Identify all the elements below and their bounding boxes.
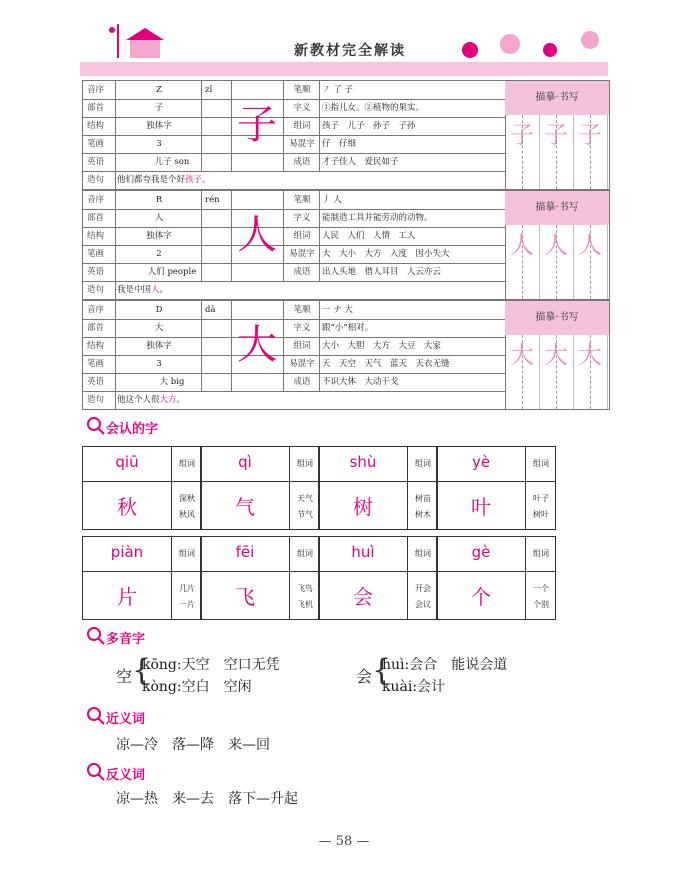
label-jiegou: 结构 [87, 231, 105, 241]
ziyi-value: 跟“小”相对。 [322, 323, 374, 333]
section-title-recognize: 会认的字 [106, 422, 159, 437]
pinyin: qiū [115, 453, 139, 471]
label-bishun: 笔顺 [293, 195, 311, 205]
zuci-label: 组词 [179, 549, 195, 558]
zuci-label: 组词 [415, 549, 431, 558]
practice-character: 人 [544, 231, 568, 259]
word-1: 叶子 [533, 494, 549, 503]
word-1: 一个 [533, 584, 549, 593]
zuci-value: 孩子 儿子 孙子 子孙 [322, 121, 416, 131]
zuci-label: 组词 [297, 549, 313, 558]
label-jiegou: 结构 [87, 121, 105, 131]
pinyin: shù [349, 453, 377, 471]
example-sentence: 我是中国人。 [117, 285, 169, 295]
label-yihunzi: 易混字 [289, 359, 315, 369]
yihunzi-value: 天 天空 天气 蓝天 天衣无缝 [322, 359, 450, 369]
polyphone-line: kòng:空白 空闲 [142, 679, 252, 695]
recognize-card [436, 446, 556, 530]
bushou-value: 子 [154, 103, 164, 113]
yinxu-value: D [155, 305, 163, 315]
hanzi: 气 [235, 495, 255, 519]
practice-character: 人 [578, 231, 602, 259]
label-zuci: 组词 [293, 231, 311, 241]
word-1: 天气 [297, 494, 313, 503]
zuci-label: 组词 [533, 459, 549, 468]
hanzi: 个 [471, 585, 491, 609]
antonyms-text: 凉—热 来—去 落下—升起 [116, 791, 298, 807]
yinxu-value: R [155, 195, 163, 205]
character-card [82, 80, 610, 190]
label-zuci: 组词 [293, 121, 311, 131]
recognize-card [436, 536, 556, 620]
recognize-card [318, 446, 438, 530]
yihunzi-value: 仔 仔细 [322, 139, 357, 149]
practice-character: 子 [510, 121, 534, 149]
pinyin: fēi [235, 543, 255, 561]
label-bishun: 笔顺 [293, 85, 311, 95]
practice-header: 描摹·书写 [505, 81, 609, 115]
hanzi: 叶 [471, 495, 491, 519]
label-bihua: 笔画 [87, 249, 105, 259]
character-card [82, 190, 610, 300]
jiegou-value: 独体字 [146, 121, 172, 131]
word-2: 节气 [297, 510, 313, 519]
word-1: 树苗 [415, 494, 431, 503]
zuci-label: 组词 [415, 459, 431, 468]
label-bihua: 笔画 [87, 359, 105, 369]
word-1: 飞鸟 [297, 584, 313, 593]
practice-character: 人 [510, 231, 534, 259]
zuci-value: 大小 大胆 大方 大豆 大家 [322, 341, 442, 351]
main-character: 大 [237, 322, 277, 368]
word-2: 飞机 [297, 600, 313, 609]
zuci-label: 组词 [179, 459, 195, 468]
main-character: 子 [237, 102, 277, 148]
label-ziyi: 字义 [293, 213, 311, 223]
character-card [82, 300, 610, 410]
label-yingyu: 英语 [87, 377, 105, 387]
page-header-title: 新教材完全解读 [294, 43, 406, 59]
bushou-value: 大 [154, 323, 164, 333]
bushou-value: 人 [154, 213, 164, 223]
jiegou-value: 独体字 [146, 231, 172, 241]
word-2: 树叶 [533, 510, 549, 519]
chengyu-value: 不识大体 大动干戈 [322, 377, 399, 387]
recognize-card [200, 446, 320, 530]
label-zuci: 组词 [293, 341, 311, 351]
section-title-antonyms: 反义词 [106, 768, 146, 783]
recognize-card [200, 536, 320, 620]
pinyin: piàn [110, 543, 144, 561]
jiegou-value: 独体字 [146, 341, 172, 351]
label-chengyu: 成语 [293, 267, 311, 277]
decoration-house-icon [100, 22, 170, 67]
label-bushou: 部首 [87, 323, 105, 333]
label-ziyi: 字义 [293, 103, 311, 113]
label-yingyu: 英语 [87, 267, 105, 277]
practice-grid [505, 115, 609, 189]
practice-character: 大 [578, 341, 602, 369]
label-yingyu: 英语 [87, 157, 105, 167]
practice-character: 大 [510, 341, 534, 369]
practice-header: 描摹·书写 [505, 301, 609, 335]
main-character: 人 [237, 212, 277, 258]
bihua-value: 2 [156, 249, 162, 259]
ziyi-value: 能制造工具并能劳动的动物。 [322, 213, 433, 223]
polyphone-line: kuài:会计 [382, 679, 446, 695]
hanzi: 飞 [235, 585, 255, 609]
practice-header: 描摹·书写 [505, 191, 609, 225]
label-zaoju: 造句 [87, 395, 105, 405]
ziyi-value: ①指儿女。②植物的果实。 [322, 103, 425, 113]
page-number: — 58 — [318, 834, 370, 849]
brace: { [372, 653, 392, 688]
english-value: 人们 people [147, 267, 197, 277]
label-zaoju: 造句 [87, 175, 105, 185]
hanzi: 片 [117, 585, 137, 609]
pinyin-value: zǐ [205, 85, 213, 95]
word-1: 几片 [179, 584, 195, 593]
word-2: 一片 [179, 600, 195, 609]
pinyin-value: dà [205, 305, 216, 315]
polyphone-char: 会 [356, 667, 373, 686]
pinyin: qì [238, 453, 252, 471]
zuci-value: 人民 人们 人情 工人 [322, 231, 416, 241]
label-bushou: 部首 [87, 103, 105, 113]
magnifier-icon [86, 626, 106, 650]
word-2: 个别 [533, 600, 549, 609]
word-1: 开会 [415, 584, 431, 593]
word-2: 秋风 [179, 510, 195, 519]
zuci-label: 组词 [533, 549, 549, 558]
english-value: 儿子 son [154, 157, 190, 167]
practice-character: 子 [578, 121, 602, 149]
label-zaoju: 造句 [87, 285, 105, 295]
label-bishun: 笔顺 [293, 305, 311, 315]
pinyin-value: rén [205, 195, 220, 205]
bishun-value: 丿 人 [322, 195, 342, 205]
practice-grid [505, 335, 609, 409]
magnifier-icon [86, 762, 106, 786]
label-bushou: 部首 [87, 213, 105, 223]
hanzi: 会 [353, 585, 373, 609]
zuci-label: 组词 [297, 459, 313, 468]
hanzi: 秋 [117, 495, 137, 519]
hanzi: 树 [353, 495, 373, 519]
pinyin: huì [351, 543, 375, 561]
practice-grid [505, 225, 609, 299]
magnifier-icon [86, 416, 106, 440]
pinyin: yè [471, 453, 491, 471]
label-chengyu: 成语 [293, 377, 311, 387]
bishun-value: 一 ナ 大 [322, 305, 353, 315]
chengyu-value: 才子佳人 爱民如子 [322, 157, 399, 167]
label-yihunzi: 易混字 [289, 139, 315, 149]
bihua-value: 3 [156, 139, 162, 149]
word-1: 深秋 [179, 494, 195, 503]
example-sentence: 他们都夸我是个好孩子。 [117, 175, 211, 185]
bishun-value: ㇇ 了 子 [322, 85, 353, 95]
word-2: 树木 [415, 510, 431, 519]
polyphone-line: huì:会合 能说会道 [382, 657, 508, 673]
label-yinxu: 音序 [87, 305, 105, 315]
label-yinxu: 音序 [87, 195, 105, 205]
recognize-card [82, 536, 202, 620]
bihua-value: 3 [156, 359, 162, 369]
word-2: 会议 [415, 600, 431, 609]
practice-character: 大 [544, 341, 568, 369]
pinyin: gè [471, 543, 491, 561]
polyphone-line: kōng:天空 空口无凭 [142, 657, 280, 673]
label-yihunzi: 易混字 [289, 249, 315, 259]
synonyms-text: 凉—冷 落—降 来—回 [116, 737, 270, 753]
label-bihua: 笔画 [87, 139, 105, 149]
brace: { [132, 653, 152, 688]
yihunzi-value: 大 大小 大方 入度 因小失大 [322, 249, 450, 259]
chengyu-value: 出人头地 借人耳目 人云亦云 [322, 267, 442, 277]
recognize-card [82, 446, 202, 530]
section-title-polyphone: 多音字 [106, 632, 146, 647]
label-chengyu: 成语 [293, 157, 311, 167]
example-sentence: 他这个人很大方。 [117, 395, 186, 405]
decoration-flower-icon [450, 20, 610, 69]
polyphone-char: 空 [116, 667, 133, 686]
practice-character: 子 [544, 121, 568, 149]
label-ziyi: 字义 [293, 323, 311, 333]
label-yinxu: 音序 [87, 85, 105, 95]
magnifier-icon [86, 706, 106, 730]
section-title-synonyms: 近义词 [106, 712, 146, 727]
recognize-card [318, 536, 438, 620]
english-value: 大 big [159, 377, 185, 387]
label-jiegou: 结构 [87, 341, 105, 351]
yinxu-value: Z [156, 85, 162, 95]
